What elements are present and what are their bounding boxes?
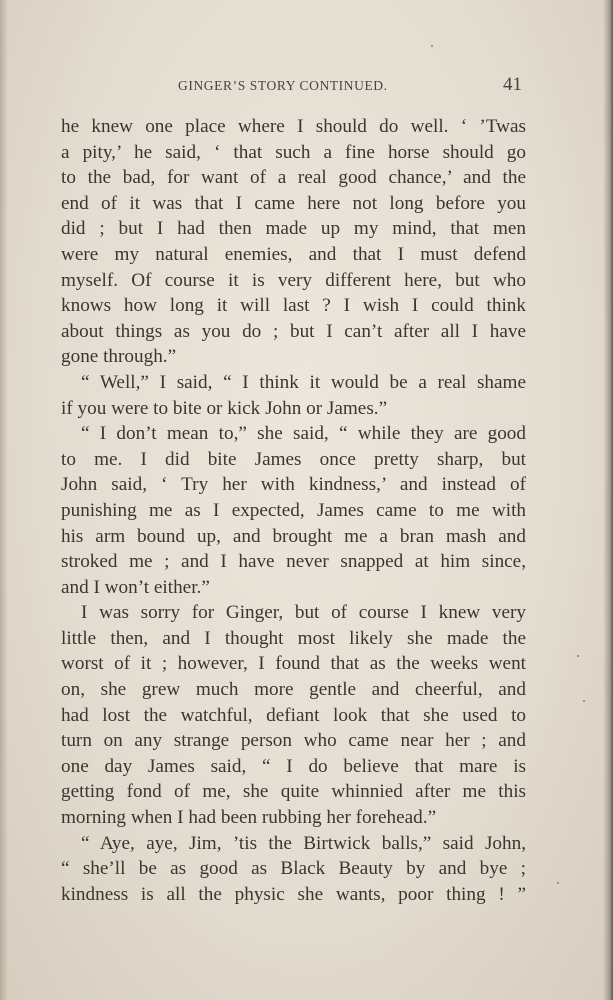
text-line: one day James said, “ I do believe that mare is <box>61 755 526 777</box>
text-line: “ Well,” I said, “ I think it would be a real shame <box>81 371 526 393</box>
text-line: worst of it ; however, I found that as the weeks went <box>61 653 526 675</box>
text-line: punishing me as I expected, James came to me with <box>61 499 526 521</box>
text-line: getting fond of me, she quite whinnied after me this <box>61 781 526 803</box>
paper-speck <box>431 45 433 47</box>
text-line: on, she grew much more gentle and cheerful, and <box>61 679 526 701</box>
page-spine-shadow <box>603 0 613 1000</box>
text-line: and I won’t either.” <box>61 576 210 598</box>
text-line: did ; but I had then made up my mind, that men <box>61 218 526 240</box>
text-line: he knew one place where I should do well. ‘ ’Twas <box>61 116 526 137</box>
paper-speck <box>583 700 585 702</box>
text-line: John said, ‘ Try her with kindness,’ and instead of <box>61 474 526 496</box>
text-line: kindness is all the physic she wants, poor thing ! ” <box>61 883 526 905</box>
text-line: “ Aye, aye, Jim, ’tis the Birtwick balls,” said John, <box>81 832 526 854</box>
text-line: had lost the watchful, defiant look that she used to <box>61 704 526 726</box>
paper-speck <box>577 655 579 657</box>
body-text <box>61 114 526 907</box>
text-line: if you were to bite or kick John or James.” <box>61 397 388 419</box>
text-line: “ I don’t mean to,” she said, “ while they are good <box>81 423 526 445</box>
text-line: stroked me ; and I have never snapped at him since, <box>61 551 526 573</box>
text-line: about things as you do ; but I can’t after all I have <box>61 320 526 342</box>
text-line: knows how long it will last ? I wish I could think <box>61 295 526 317</box>
page-number: 41 <box>503 74 522 95</box>
text-line: gone through.” <box>61 346 177 368</box>
text-line: were my natural enemies, and that I must defend <box>61 243 526 265</box>
text-line: to the bad, for want of a real good chance,’ and the <box>61 167 526 189</box>
text-line: end of it was that I came here not long before you <box>61 192 526 214</box>
text-line: morning when I had been rubbing her forehead.” <box>61 807 437 829</box>
text-line: myself. Of course it is very different here, but who <box>61 269 526 291</box>
text-line: little then, and I thought most likely she made the <box>61 627 526 649</box>
text-line: “ she’ll be as good as Black Beauty by and bye ; <box>61 858 526 880</box>
page-left-edge <box>0 0 8 1000</box>
paper-speck <box>557 882 559 884</box>
text-line: turn on any strange person who came near her ; and <box>61 730 526 752</box>
text-line: his arm bound up, and brought me a bran mash and <box>61 525 526 547</box>
text-line: I was sorry for Ginger, but of course I knew very <box>81 602 526 624</box>
running-head-title: GINGER’S STORY CONTINUED. <box>178 78 388 93</box>
text-line: a pity,’ he said, ‘ that such a fine horse should go <box>61 141 526 163</box>
running-head <box>62 76 524 98</box>
text-line: to me. I did bite James once pretty sharp, but <box>61 448 526 470</box>
